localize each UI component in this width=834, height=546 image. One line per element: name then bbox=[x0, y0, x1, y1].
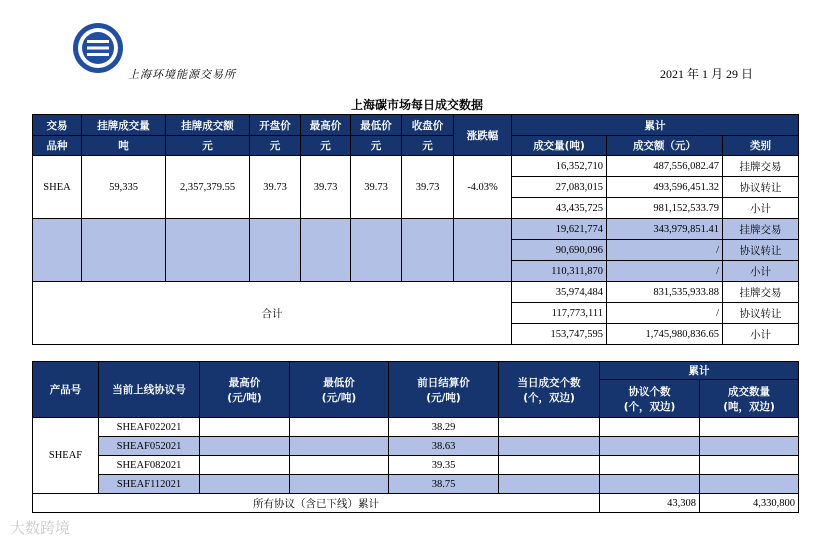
cum-amount: / bbox=[607, 261, 723, 282]
table-row bbox=[33, 418, 799, 437]
settle-price: 39.35 bbox=[389, 456, 499, 475]
total-label: 合计 bbox=[33, 282, 512, 345]
report-date: 2021 年 1 月 29 日 bbox=[660, 67, 754, 81]
page-title: 上海碳市场每日成交数据 bbox=[350, 98, 483, 112]
unit-amount: 元 bbox=[166, 136, 250, 156]
unit-open: 元 bbox=[250, 136, 301, 156]
cum-category: 协议转让 bbox=[723, 303, 799, 324]
header-cumulative: 累计 bbox=[600, 362, 799, 380]
header-variety-2: 品种 bbox=[33, 136, 82, 156]
cum-amount: 981,152,533.79 bbox=[607, 198, 723, 219]
header-change: 涨跌幅 bbox=[454, 115, 512, 156]
header-variety: 交易 bbox=[33, 115, 82, 136]
exchange-logo-icon bbox=[72, 22, 124, 74]
table-footer-row bbox=[33, 494, 799, 513]
cum-category: 协议转让 bbox=[723, 240, 799, 261]
header-volume: 成交量(吨) bbox=[512, 136, 607, 156]
unit-high: 元 bbox=[301, 136, 351, 156]
cum-volume: 19,621,774 bbox=[512, 219, 607, 240]
header-close: 收盘价 bbox=[402, 115, 454, 136]
unit-volume: 吨 bbox=[82, 136, 166, 156]
high-price: 39.73 bbox=[301, 156, 351, 219]
cum-category: 协议转让 bbox=[723, 177, 799, 198]
cum-amount: 1,745,980,836.65 bbox=[607, 324, 723, 345]
unit-close: 元 bbox=[402, 136, 454, 156]
settle-price: 38.75 bbox=[389, 475, 499, 494]
header-category: 类别 bbox=[723, 136, 799, 156]
protocol-code: SHEAF022021 bbox=[99, 418, 200, 437]
watermark: 大数跨境 bbox=[10, 519, 71, 537]
header-protocol: 当前上线协议号 bbox=[99, 362, 200, 418]
cum-category: 挂牌交易 bbox=[723, 219, 799, 240]
cum-amount: 493,596,451.32 bbox=[607, 177, 723, 198]
header-quantity: 成交数量 (吨，双边) bbox=[700, 380, 799, 418]
cum-volume: 153,747,595 bbox=[512, 324, 607, 345]
header-open: 开盘价 bbox=[250, 115, 301, 136]
cum-category: 小计 bbox=[723, 198, 799, 219]
header-amount: 成交额（元） bbox=[607, 136, 723, 156]
footer-quantity: 4,330,800 bbox=[700, 494, 799, 513]
protocol-code: SHEAF052021 bbox=[99, 437, 200, 456]
table-row bbox=[33, 156, 799, 177]
table-row bbox=[33, 475, 799, 494]
settle-price: 38.63 bbox=[389, 437, 499, 456]
change-pct: -4.03% bbox=[454, 156, 512, 219]
header-low: 最低价 bbox=[351, 115, 402, 136]
header-low: 最低价 (元/吨) bbox=[290, 362, 389, 418]
header-listed-volume: 挂牌成交量 bbox=[82, 115, 166, 136]
low-price: 39.73 bbox=[351, 156, 402, 219]
cum-volume: 110,311,870 bbox=[512, 261, 607, 282]
footer-label: 所有协议（含已下线）累计 bbox=[33, 494, 600, 513]
unit-low: 元 bbox=[351, 136, 402, 156]
cum-volume: 43,435,725 bbox=[512, 198, 607, 219]
table-row bbox=[33, 282, 799, 303]
logo-text: 上海环境能源交易所 bbox=[128, 68, 236, 81]
listed-amount: 2,357,379.55 bbox=[166, 156, 250, 219]
cum-category: 挂牌交易 bbox=[723, 156, 799, 177]
cum-category: 挂牌交易 bbox=[723, 282, 799, 303]
header-deals: 当日成交个数 (个，双边) bbox=[499, 362, 600, 418]
cum-volume: 16,352,710 bbox=[512, 156, 607, 177]
daily-trade-table bbox=[32, 114, 799, 345]
listed-volume: 59,335 bbox=[82, 156, 166, 219]
header-cumulative: 累计 bbox=[512, 115, 799, 136]
close-price: 39.73 bbox=[402, 156, 454, 219]
footer-agreements: 43,308 bbox=[600, 494, 700, 513]
header-listed-amount: 挂牌成交额 bbox=[166, 115, 250, 136]
header-settle: 前日结算价 (元/吨) bbox=[389, 362, 499, 418]
header-high: 最高价 bbox=[301, 115, 351, 136]
cum-amount: / bbox=[607, 240, 723, 261]
header-high: 最高价 (元/吨) bbox=[200, 362, 290, 418]
table-row bbox=[33, 219, 799, 240]
cum-amount: 487,556,082.47 bbox=[607, 156, 723, 177]
cum-amount: / bbox=[607, 303, 723, 324]
product-code: SHEAF bbox=[33, 418, 99, 494]
header-product: 产品号 bbox=[33, 362, 99, 418]
cum-amount: 343,979,851.41 bbox=[607, 219, 723, 240]
open-price: 39.73 bbox=[250, 156, 301, 219]
settle-price: 38.29 bbox=[389, 418, 499, 437]
cum-category: 小计 bbox=[723, 324, 799, 345]
cum-volume: 27,083,015 bbox=[512, 177, 607, 198]
cum-volume: 117,773,111 bbox=[512, 303, 607, 324]
cum-amount: 831,535,933.88 bbox=[607, 282, 723, 303]
cum-volume: 35,974,484 bbox=[512, 282, 607, 303]
cum-category: 小计 bbox=[723, 261, 799, 282]
cum-volume: 90,690,096 bbox=[512, 240, 607, 261]
protocol-code: SHEAF112021 bbox=[99, 475, 200, 494]
variety-name: SHEA bbox=[33, 156, 82, 219]
protocol-code: SHEAF082021 bbox=[99, 456, 200, 475]
header-agreements: 协议个数 (个，双边) bbox=[600, 380, 700, 418]
futures-table bbox=[32, 361, 799, 513]
table-row bbox=[33, 456, 799, 475]
table-row bbox=[33, 437, 799, 456]
